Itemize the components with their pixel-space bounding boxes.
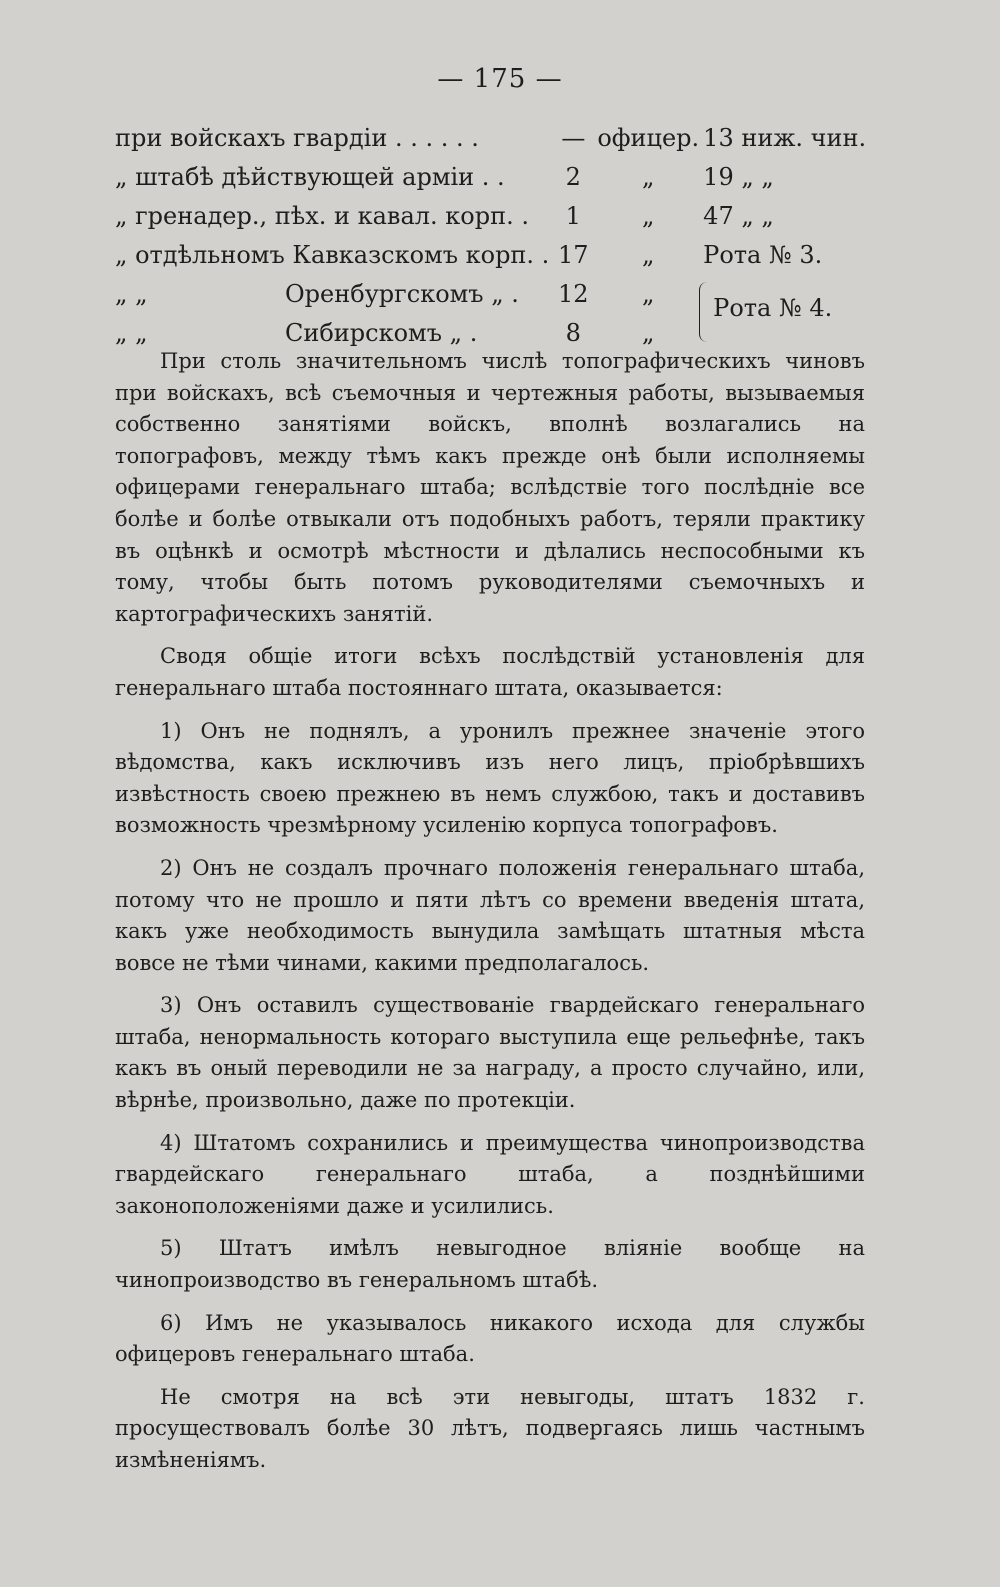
row-lower-ranks: 47 „ „	[703, 201, 774, 230]
row-location-name: Сибирскомъ „ .	[285, 318, 478, 347]
row-ditto: „	[642, 318, 655, 347]
row-officers: 1	[565, 201, 581, 230]
table-row	[115, 157, 866, 196]
row-ditto-prefix: „ „	[115, 318, 148, 347]
row-location: „ отдѣльномъ Кавказскомъ корп. .	[115, 240, 550, 269]
list-item: 5) Штатъ имѣлъ невыгодное вліяніе вообще на чинопроизводство въ генеральномъ штабѣ.	[115, 1236, 865, 1293]
row-ditto: „	[642, 279, 655, 308]
list-item: 1) Онъ не поднялъ, а уронилъ прежнее значеніе этого вѣдомства, какъ исключивъ изъ него лицъ, пріобрѣвшихъ извѣстность своею прежнею въ немъ службою, такъ и доставивъ возможность чрезмѣрному усиленію корпуса топографовъ.	[115, 718, 865, 838]
brace-bracket	[699, 282, 710, 342]
row-company: Рота № 4.	[713, 294, 833, 322]
table-row	[115, 196, 866, 235]
row-ditto-prefix: „ „	[115, 279, 148, 308]
list-item: 4) Штатомъ сохранились и преимущества чинопроизводства гвардейскаго генеральнаго штаба, а позднѣйшими законоположеніями даже и усилились.	[115, 1130, 865, 1218]
row-officers: 17	[558, 240, 589, 269]
row-ditto: „	[642, 201, 655, 230]
row-lower-ranks: 13 ниж. чин.	[703, 123, 867, 152]
row-company: Рота № 3.	[703, 240, 823, 269]
row-officers: 2	[565, 162, 581, 191]
page-number: — 175 —	[437, 64, 563, 94]
paragraph: При столь значительномъ числѣ топографическихъ чиновъ при войскахъ, всѣ съемочныя и чертежныя работы, вызываемыя собственно занятіями войскъ, вполнѣ возлагались на топографовъ, между тѣмъ какъ прежде онѣ были исполняемы офицерами генеральнаго штаба; вслѣдствіе того послѣдніе все болѣе и болѣе отвыкали отъ подобныхъ работъ, теряли практику въ оцѣнкѣ и осмотрѣ мѣстности и дѣлались неспособными къ тому, чтобы быть потомъ руководителями съемочныхъ и картографическихъ занятій.	[115, 349, 865, 626]
row-location: „ штабѣ дѣйствующей арміи . .	[115, 162, 505, 191]
row-ditto: „	[642, 240, 655, 269]
list-item: 3) Онъ оставилъ существованіе гвардейскаго генеральнаго штаба, ненормальность котораго выступила еще рельефнѣе, такъ какъ въ оный переводили не за награду, а просто случайно, или, вѣрнѣе, произвольно, даже по протекціи.	[115, 993, 865, 1113]
row-location: при войскахъ гвардіи . . . . . .	[115, 123, 479, 152]
paragraph: Не смотря на всѣ эти невыгоды, штатъ 1832 г. просуществовалъ болѣе 30 лѣтъ, подвергаясь лишь частнымъ измѣненіямъ.	[115, 1384, 865, 1472]
row-location-name: Оренбургскомъ „ .	[285, 279, 519, 308]
staff-table	[115, 118, 866, 352]
row-lower-ranks: 19 „ „	[703, 162, 774, 191]
body-text	[115, 346, 865, 1488]
row-location: „ гренадер., пѣх. и кавал. корп. .	[115, 201, 529, 230]
list-item: 2) Онъ не создалъ прочнаго положенія генеральнаго штаба, потому что не прошло и пяти лѣтъ со времени введенія штата, какъ уже необходимость вынудила замѣщать штатныя мѣста вовсе не тѣми чинами, какими предполагалось.	[115, 855, 865, 975]
table-row	[115, 235, 866, 274]
table-row	[115, 118, 866, 157]
list-item: 6) Имъ не указывалось никакого исхода для службы офицеровъ генеральнаго штаба.	[115, 1310, 865, 1367]
row-location	[115, 274, 549, 313]
brace-group	[699, 274, 866, 352]
row-ditto: „	[642, 162, 655, 191]
table-row	[115, 274, 866, 313]
row-officers: —	[561, 123, 586, 152]
row-officers: 12	[558, 279, 589, 308]
row-officer-label: офицер.	[597, 123, 700, 152]
row-officers: 8	[565, 318, 581, 347]
paragraph: Сводя общіе итоги всѣхъ послѣдствій установленія для генеральнаго штаба постояннаго штата, оказывается:	[115, 644, 865, 700]
